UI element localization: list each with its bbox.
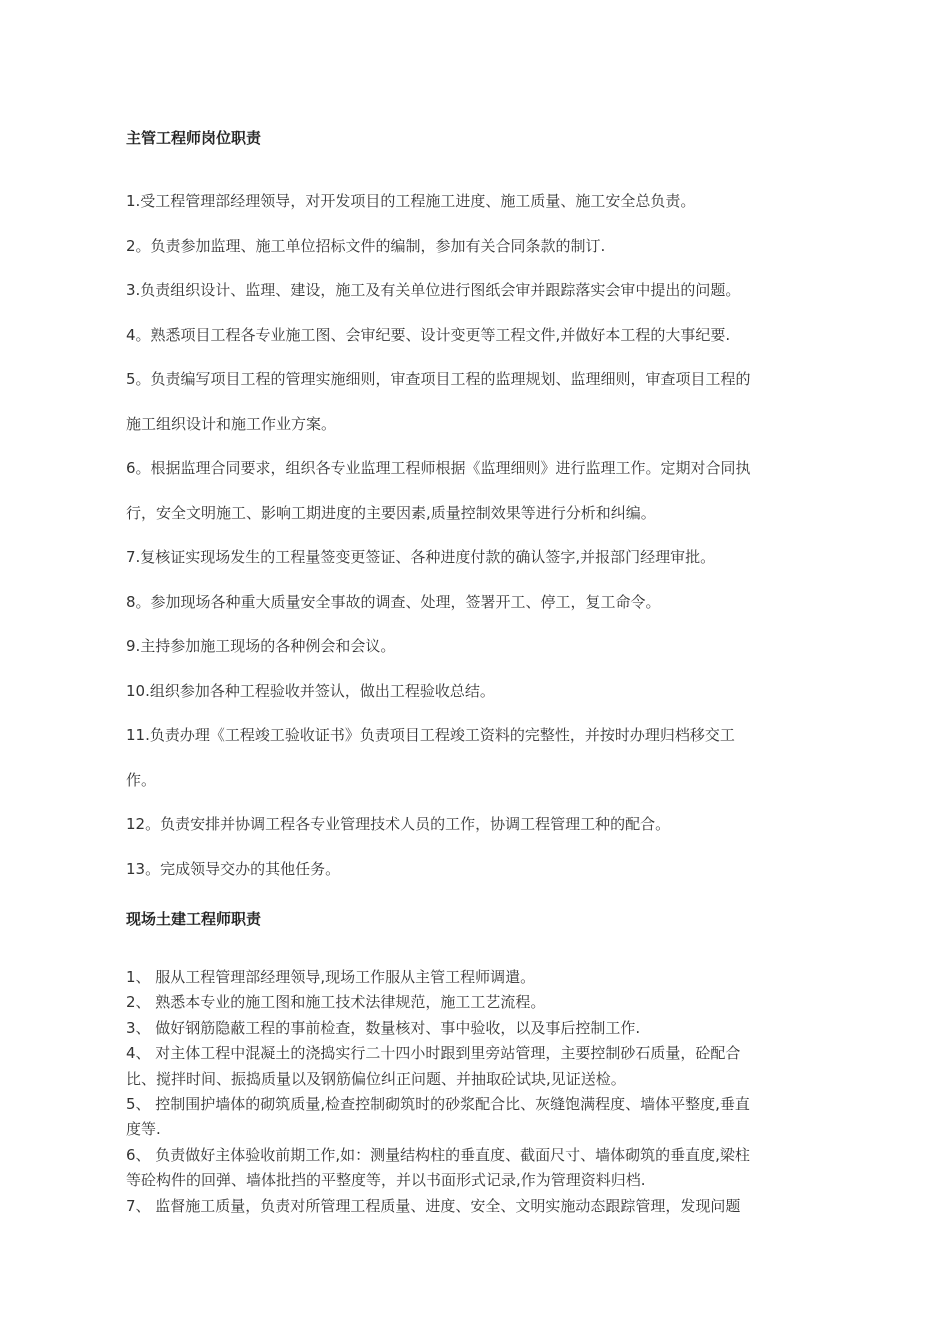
duty-item-12: 12。负责安排并协调工程各专业管理技术人员的工作，协调工程管理工种的配合。 [126,815,671,833]
duty-item-8: 8。参加现场各种重大质量安全事故的调查、处理，签署开工、停工，复工命令。 [126,592,661,611]
chief-engineer-duty-list [126,190,826,902]
civil-duty-item-6: 6、 负责做好主体验收前期工作,如：测量结构柱的垂直度、截面尺寸、墙体砌筑的垂直度,梁柱 等砼构件的回弹、墙体批挡的平整度等，并以书面形式记录,作为管理资料归档. [126,1145,750,1190]
section-title-chief-engineer: 主管工程师岗位职责 [126,129,262,147]
civil-duty-item-5: 5、 控制围护墙体的砌筑质量,检查控制砌筑时的砂浆配合比、灰缝饱满程度、墙体平整度,垂直 度等. [126,1094,750,1139]
duty-item-3: 3.负责组织设计、监理、建设，施工及有关单位进行图纸会审并跟踪落实会审中提出的问题。 [126,281,741,299]
duty-item-10: 10.组织参加各种工程验收并签认，做出工程验收总结。 [126,681,495,700]
duty-item-13: 13。完成领导交办的其他任务。 [126,859,341,878]
duty-item-5: 5。负责编写项目工程的管理实施细则，审查项目工程的监理规划、监理细则，审查项目工程的 施工组织设计和施工作业方案。 [126,370,751,433]
duty-item-1: 1.受工程管理部经理领导，对开发项目的工程施工进度、施工质量、施工安全总负责。 [126,192,696,210]
duty-item-6: 6。根据监理合同要求，组织各专业监理工程师根据《监理细则》进行监理工作。定期对合同执 行，安全文明施工、影响工期进度的主要因素,质量控制效果等进行分析和纠编。 [126,459,751,522]
duty-item-9: 9.主持参加施工现场的各种例会和会议。 [126,637,396,655]
duty-item-11: 11.负责办理《工程竣工验收证书》负责项目工程竣工资料的完整性，并按时办理归档移交工 作。 [126,726,735,789]
site-civil-engineer-duty-list [126,966,826,1220]
civil-duty-item-4: 4、 对主体工程中混凝土的浇捣实行二十四小时跟到里旁站管理，主要控制砂石质量，砼配合 比、搅拌时间、振捣质量以及钢筋偏位纠正问题、并抽取砼试块,见证送检。 [126,1044,741,1088]
civil-duty-item-7: 7、 监督施工质量，负责对所管理工程质量、进度、安全、文明实施动态跟踪管理，发现问题 [126,1196,741,1215]
duty-item-2: 2。负责参加监理、施工单位招标文件的编制，参加有关合同条款的制订. [126,236,606,255]
section-title-site-civil-engineer: 现场土建工程师职责 [126,910,262,928]
civil-duty-item-2: 2、 熟悉本专业的施工图和施工技术法律规范，施工工艺流程。 [126,993,546,1012]
duty-item-7: 7.复核证实现场发生的工程量签变更签证、各种进度付款的确认签字,并报部门经理审批。 [126,548,716,566]
civil-duty-item-1: 1、 服从工程管理部经理领导,现场工作服从主管工程师调遣。 [126,968,536,986]
civil-duty-item-3: 3、 做好钢筋隐蔽工程的事前检查，数量核对、事中验收，以及事后控制工作. [126,1018,641,1037]
duty-item-4: 4。熟悉项目工程各专业施工图、会审纪要、设计变更等工程文件,并做好本工程的大事纪要. [126,325,731,344]
